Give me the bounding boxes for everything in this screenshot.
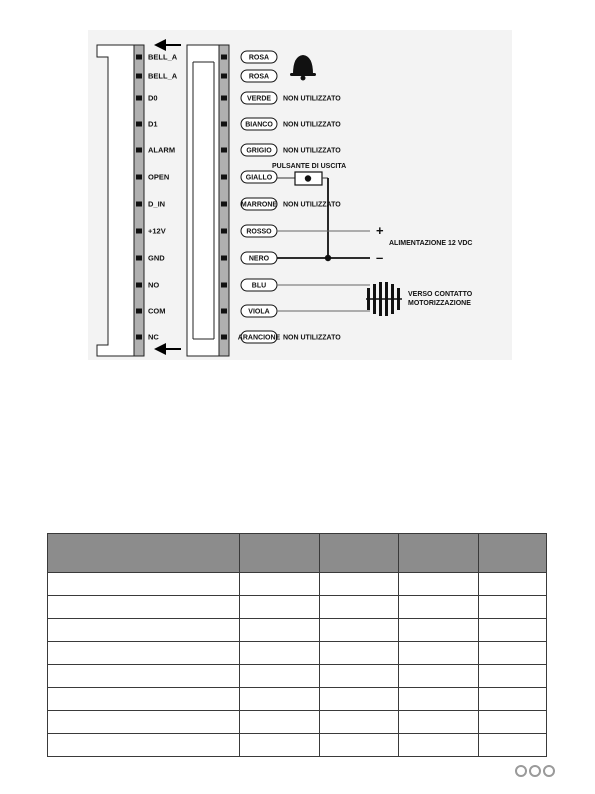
table-cell <box>48 596 240 619</box>
wire-note: NON UTILIZZATO <box>283 334 341 342</box>
wire-color-label: ARANCIONE <box>237 334 281 342</box>
table-cell <box>240 711 319 734</box>
controller-terminal-pin <box>136 74 142 79</box>
wire-color-label: NERO <box>248 255 270 263</box>
wire-color-label: ROSSO <box>246 228 272 236</box>
table-cell <box>478 596 546 619</box>
wire-terminal-pin <box>221 148 227 153</box>
table-cell <box>399 711 478 734</box>
controller-terminal-label: BELL_A <box>148 52 178 62</box>
arrow-top-icon <box>154 39 181 51</box>
table-cell <box>48 665 240 688</box>
wire-color-label: GIALLO <box>245 174 273 182</box>
table-cell <box>478 642 546 665</box>
table-cell <box>48 642 240 665</box>
table-cell <box>240 642 319 665</box>
wire-tag <box>241 225 277 237</box>
table-cell <box>399 734 478 757</box>
table-cell <box>399 573 478 596</box>
wire-note: NON UTILIZZATO <box>283 201 341 209</box>
table-cell <box>478 688 546 711</box>
wire-terminal-pin <box>221 175 227 180</box>
table-cell <box>48 688 240 711</box>
table-cell <box>399 619 478 642</box>
controller-terminal-label: D1 <box>148 119 158 129</box>
controller-terminal-label: NC <box>148 332 159 342</box>
wire-tag <box>241 144 277 156</box>
table-row <box>48 619 547 642</box>
table-row <box>48 688 547 711</box>
plus-sign: + <box>376 223 384 238</box>
wire-tag <box>238 331 281 343</box>
wire-terminal-pin <box>221 55 227 60</box>
table-cell <box>48 734 240 757</box>
controller-terminal-pin <box>136 335 142 340</box>
controller-terminal-pin <box>136 122 142 127</box>
brand-logo-icon <box>512 764 558 778</box>
controller-terminal-label: BELL_A <box>148 71 178 81</box>
controller-terminal-pin <box>136 283 142 288</box>
table-header-cell <box>478 534 546 573</box>
wire-color-label: GRIGIO <box>246 147 272 155</box>
wire-tag <box>241 305 277 317</box>
table-cell <box>399 642 478 665</box>
controller-terminal-label: COM <box>148 306 166 316</box>
wire-tag <box>241 118 277 130</box>
wire-color-label: ROSA <box>248 54 270 62</box>
wire-terminal-pin <box>221 256 227 261</box>
table-row <box>48 596 547 619</box>
table-row <box>48 642 547 665</box>
wire-note: NON UTILIZZATO <box>283 95 341 103</box>
controller-terminal-pin <box>136 175 142 180</box>
controller-terminal-label: +12V <box>148 226 166 236</box>
wire-terminal-pin <box>221 309 227 314</box>
controller-terminal-label: D0 <box>148 93 158 103</box>
table-row <box>48 665 547 688</box>
wire-terminal-pin <box>221 229 227 234</box>
wire-terminal-pin <box>221 74 227 79</box>
wire-tag <box>241 92 277 104</box>
wire-terminal-pin <box>221 202 227 207</box>
table-cell <box>319 573 398 596</box>
table-row <box>48 734 547 757</box>
table-cell <box>319 711 398 734</box>
lock-contact-icon <box>366 282 402 316</box>
table-cell <box>48 711 240 734</box>
wire-color-label: BLU <box>251 282 267 290</box>
table-cell <box>240 596 319 619</box>
wire-color-label: VERDE <box>246 95 272 103</box>
wire-note: NON UTILIZZATO <box>283 147 341 155</box>
wire-terminal-pin <box>221 96 227 101</box>
arrow-bottom-icon <box>154 343 181 355</box>
table-cell <box>240 665 319 688</box>
table-cell <box>319 596 398 619</box>
controller-terminal-label: OPEN <box>148 172 170 182</box>
wire-terminal-pin <box>221 335 227 340</box>
table-cell <box>240 688 319 711</box>
wire-color-label: MARRONE <box>240 201 278 209</box>
spec-table <box>47 533 547 757</box>
controller-terminal-pin <box>136 96 142 101</box>
controller-terminal-label: ALARM <box>148 145 176 155</box>
push-button-icon <box>295 172 322 185</box>
table-cell <box>319 665 398 688</box>
table-cell <box>240 619 319 642</box>
table-cell <box>399 688 478 711</box>
wire-tag <box>241 279 277 291</box>
table-cell <box>478 573 546 596</box>
power-supply-label: ALIMENTAZIONE 12 VDC <box>389 240 473 247</box>
table-cell <box>240 734 319 757</box>
wire-tag <box>241 51 277 63</box>
table-cell <box>478 711 546 734</box>
table-cell <box>478 619 546 642</box>
table-row <box>48 711 547 734</box>
exit-button-label: PULSANTE DI USCITA <box>272 163 347 170</box>
wire-note: NON UTILIZZATO <box>283 121 341 129</box>
wire-color-label: VIOLA <box>248 308 270 316</box>
table-header-cell <box>240 534 319 573</box>
controller-terminal-pin <box>136 55 142 60</box>
wire-tag <box>241 70 277 82</box>
controller-terminal-label: D_IN <box>148 199 166 209</box>
table-row <box>48 573 547 596</box>
table-cell <box>478 665 546 688</box>
table-cell <box>48 619 240 642</box>
table-cell <box>319 619 398 642</box>
motor-contact-label-line2: MOTORIZZAZIONE <box>408 300 471 307</box>
bell-icon <box>290 55 316 81</box>
wire-tag <box>241 171 277 183</box>
wire-color-label: BIANCO <box>245 121 273 129</box>
table-cell <box>48 573 240 596</box>
controller-terminal-pin <box>136 256 142 261</box>
motor-contact-label-line1: VERSO CONTATTO <box>408 291 473 298</box>
wire-tag <box>241 198 277 210</box>
controller-terminal-pin <box>136 202 142 207</box>
controller-terminal-pin <box>136 148 142 153</box>
controller-terminal-pin <box>136 229 142 234</box>
wire-terminal-pin <box>221 122 227 127</box>
table-header-cell <box>48 534 240 573</box>
minus-sign: – <box>376 250 384 265</box>
table-cell <box>478 734 546 757</box>
wire-tag <box>241 252 277 264</box>
table-header-cell <box>399 534 478 573</box>
controller-terminal-pin <box>136 309 142 314</box>
wire-terminal-pin <box>221 283 227 288</box>
table-cell <box>319 688 398 711</box>
table-cell <box>240 573 319 596</box>
controller-terminal-label: NO <box>148 280 160 290</box>
table-cell <box>319 734 398 757</box>
table-cell <box>399 665 478 688</box>
table-cell <box>399 596 478 619</box>
wire-color-label: ROSA <box>248 73 270 81</box>
table-cell <box>319 642 398 665</box>
table-header-row <box>48 534 547 573</box>
table-header-cell <box>319 534 398 573</box>
controller-terminal-label: GND <box>148 253 165 263</box>
